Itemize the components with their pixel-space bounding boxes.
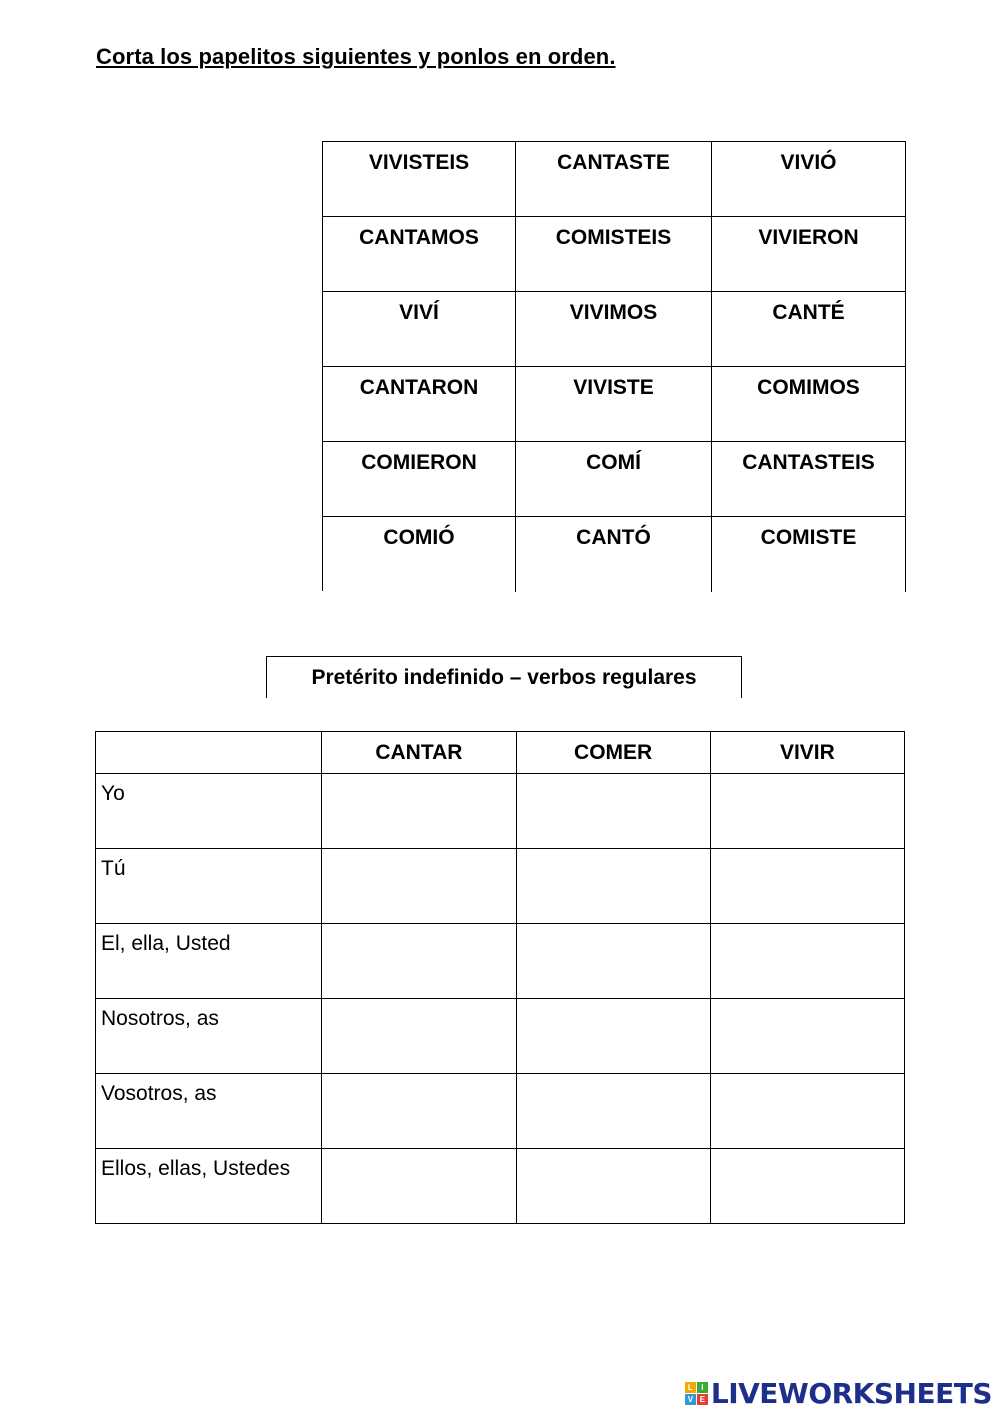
answer-drop-cell[interactable] (710, 1074, 904, 1149)
logo-square: V (685, 1394, 696, 1405)
word-card[interactable]: VIVIERON (712, 217, 906, 292)
answer-drop-cell[interactable] (516, 999, 710, 1074)
word-card[interactable]: COMÍ (516, 442, 712, 517)
conjugation-table (95, 731, 905, 1224)
answer-drop-cell[interactable] (322, 849, 516, 924)
word-card[interactable]: COMISTE (712, 517, 906, 592)
answer-drop-cell[interactable] (710, 1149, 904, 1224)
logo-square: E (697, 1394, 708, 1405)
answer-drop-cell[interactable] (516, 924, 710, 999)
word-card[interactable]: CANTÉ (712, 292, 906, 367)
table-row (96, 1074, 905, 1149)
word-card[interactable]: COMISTEIS (516, 217, 712, 292)
answer-drop-cell[interactable] (710, 924, 904, 999)
answer-drop-cell[interactable] (322, 924, 516, 999)
word-card[interactable]: CANTÓ (516, 517, 712, 592)
word-card[interactable]: CANTARON (323, 367, 516, 442)
header-cell-vivir: VIVIR (710, 732, 904, 774)
answer-drop-cell[interactable] (710, 849, 904, 924)
answer-drop-cell[interactable] (322, 999, 516, 1074)
word-card[interactable]: COMIERON (323, 442, 516, 517)
pronoun-cell: El, ella, Usted (96, 924, 322, 999)
instruction-heading: Corta los papelitos siguientes y ponlos en orden. (96, 44, 616, 69)
table-row (96, 924, 905, 999)
logo-square: I (697, 1382, 708, 1393)
table-row (96, 1149, 905, 1224)
answer-drop-cell[interactable] (516, 1149, 710, 1224)
pronoun-cell: Nosotros, as (96, 999, 322, 1074)
table-header-row (96, 732, 905, 774)
header-cell-empty (96, 732, 322, 774)
answer-drop-cell[interactable] (516, 1074, 710, 1149)
word-card[interactable]: VIVISTE (516, 367, 712, 442)
pronoun-cell: Ellos, ellas, Ustedes (96, 1149, 322, 1224)
word-card[interactable]: COMIÓ (323, 517, 516, 592)
answer-drop-cell[interactable] (516, 849, 710, 924)
answer-drop-cell[interactable] (516, 774, 710, 849)
answer-drop-cell[interactable] (710, 999, 904, 1074)
word-card[interactable]: VIVIMOS (516, 292, 712, 367)
answer-drop-cell[interactable] (322, 1149, 516, 1224)
table-title: Pretérito indefinido – verbos regulares (266, 656, 742, 698)
pronoun-cell: Yo (96, 774, 322, 849)
word-card[interactable]: CANTASTE (516, 142, 712, 217)
table-row (96, 849, 905, 924)
header-cell-comer: COMER (516, 732, 710, 774)
word-card[interactable]: CANTASTEIS (712, 442, 906, 517)
liveworksheets-logo-icon (685, 1382, 708, 1405)
word-card[interactable]: CANTAMOS (323, 217, 516, 292)
pronoun-cell: Vosotros, as (96, 1074, 322, 1149)
header-cell-cantar: CANTAR (322, 732, 516, 774)
word-card[interactable]: VIVIÓ (712, 142, 906, 217)
word-card[interactable]: COMIMOS (712, 367, 906, 442)
brand-text: LIVEWORKSHEETS (710, 1376, 992, 1410)
table-row (96, 999, 905, 1074)
table-row (96, 774, 905, 849)
answer-drop-cell[interactable] (322, 774, 516, 849)
answer-drop-cell[interactable] (322, 1074, 516, 1149)
answer-drop-cell[interactable] (710, 774, 904, 849)
logo-square: L (685, 1382, 696, 1393)
word-cards-grid (322, 141, 906, 591)
pronoun-cell: Tú (96, 849, 322, 924)
liveworksheets-brand[interactable] (685, 1378, 992, 1408)
word-card[interactable]: VIVISTEIS (323, 142, 516, 217)
word-card[interactable]: VIVÍ (323, 292, 516, 367)
